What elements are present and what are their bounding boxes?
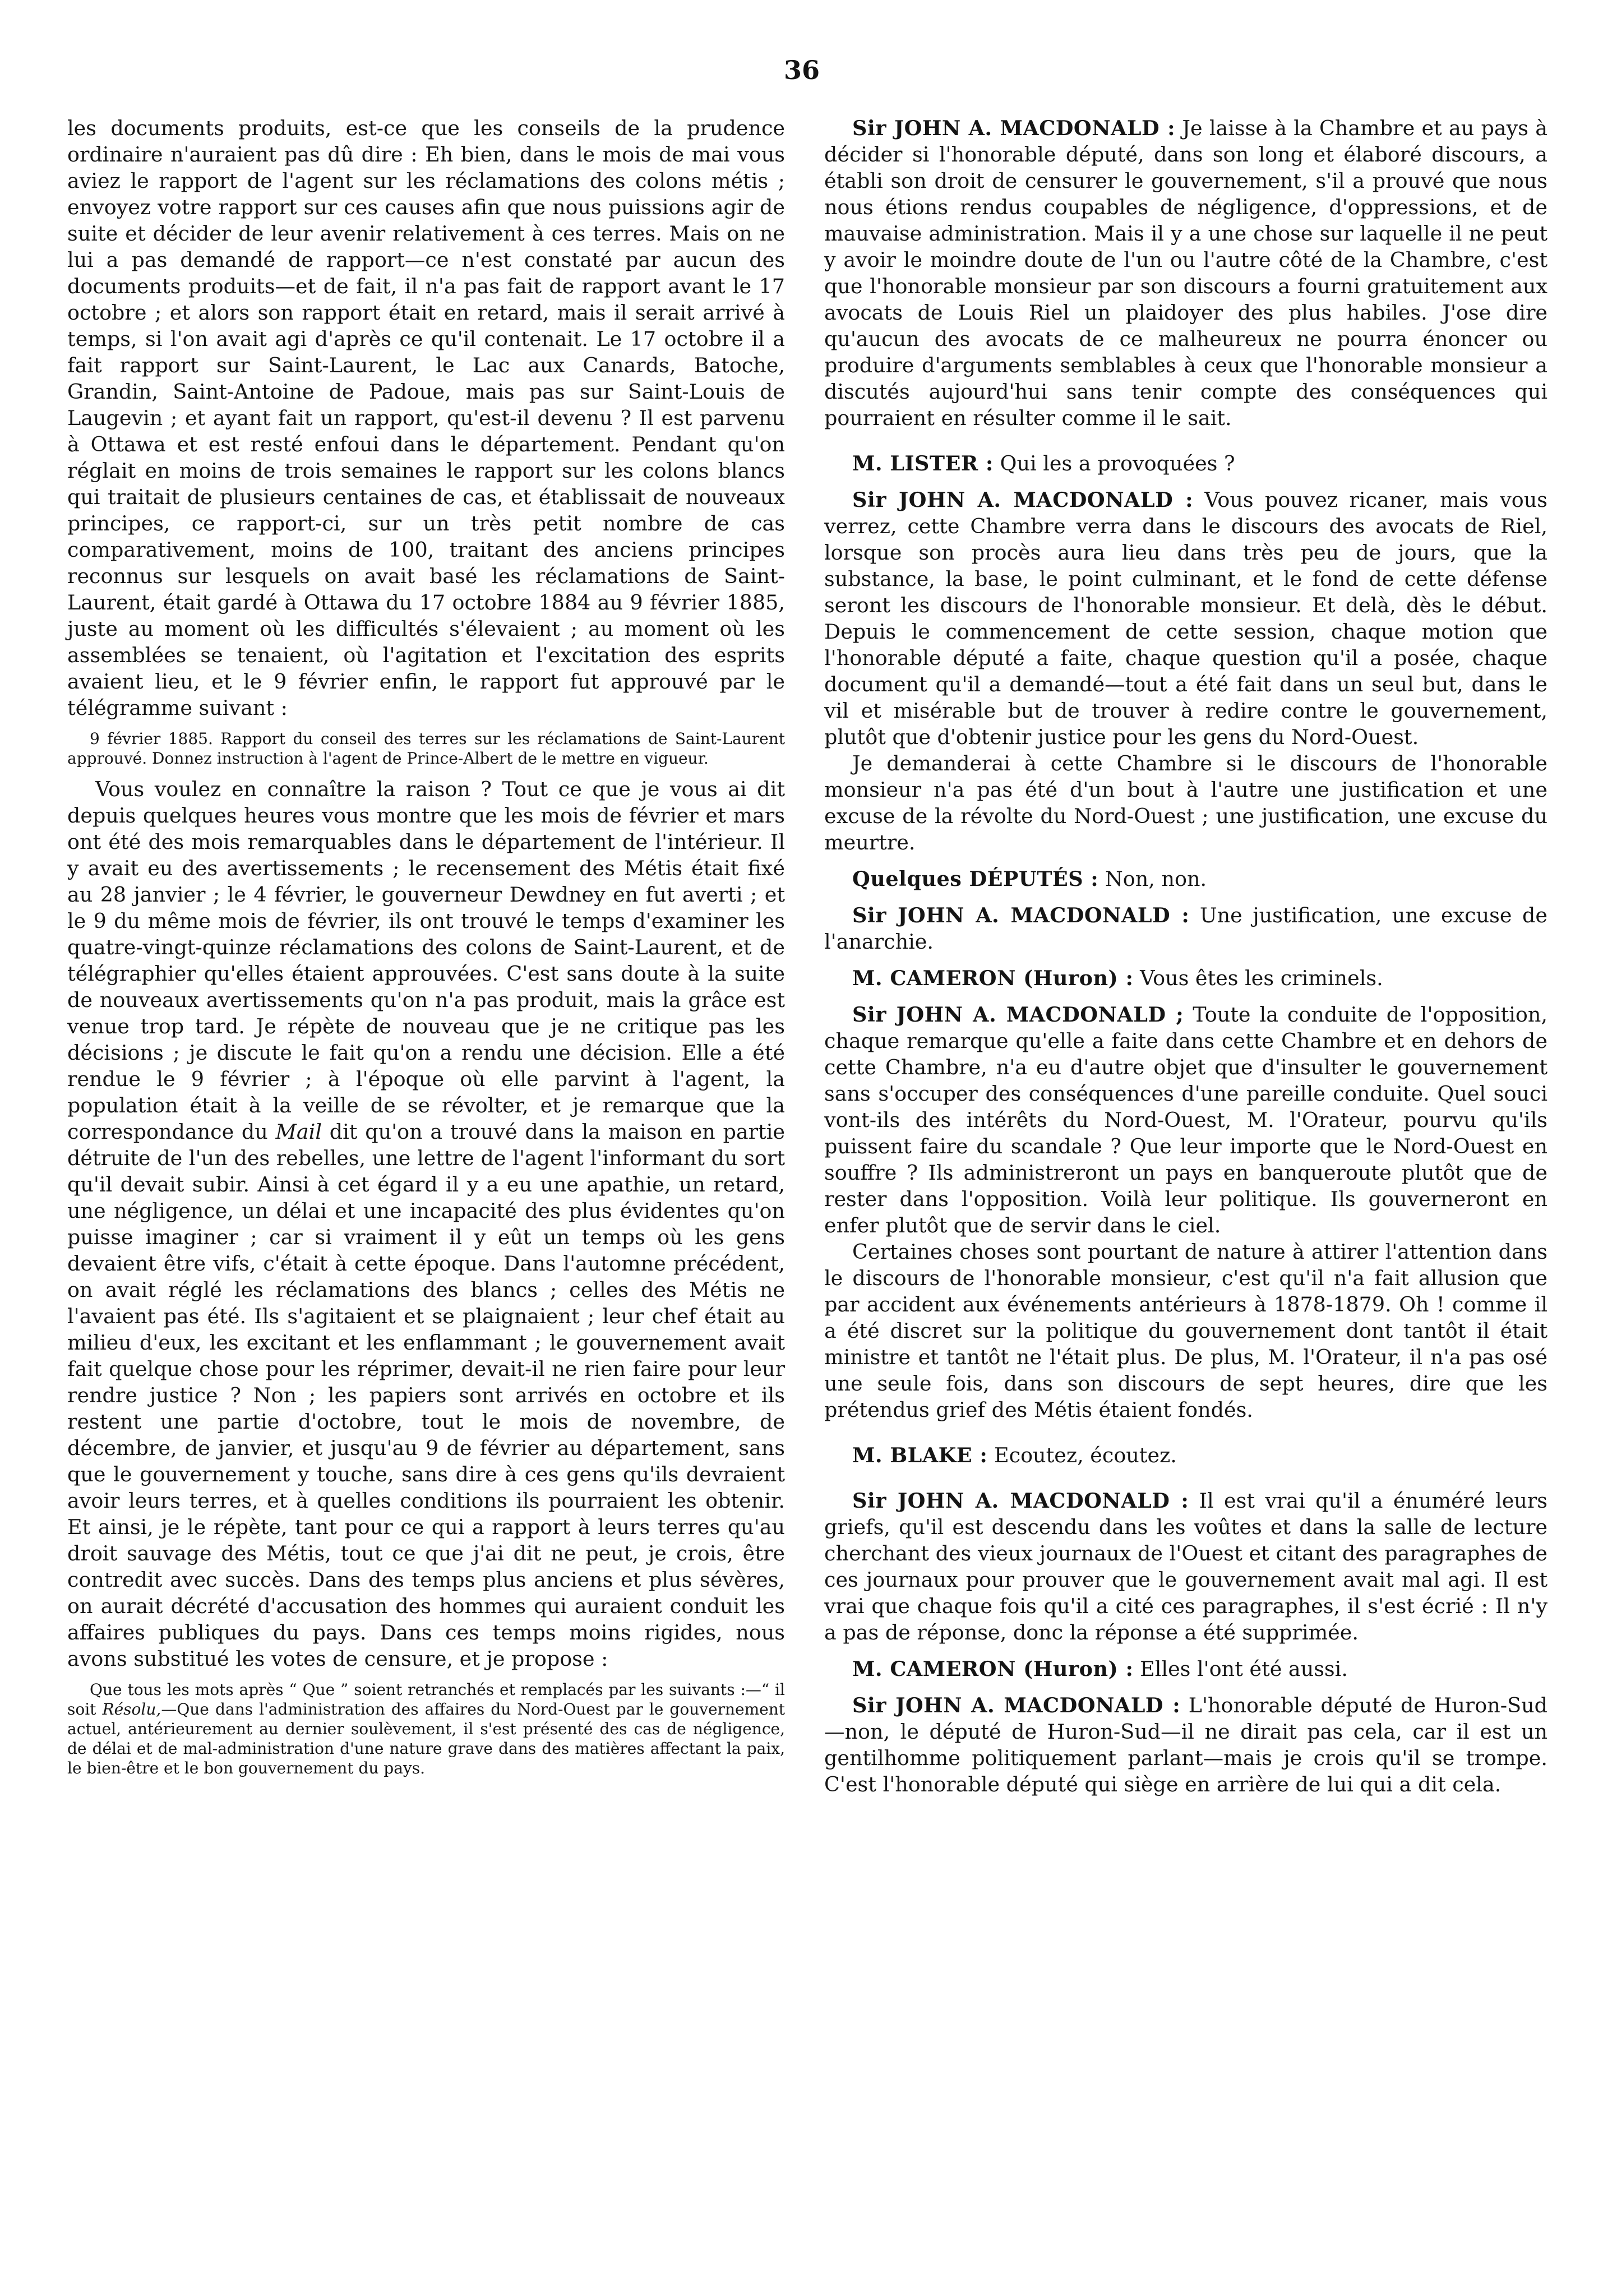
speech-3b: Je demanderai à cette Chambre si le discours de l'honorable monsieur n'a pas été d'un bout à l'autre une justification et une excuse de la révolte du Nord-Ouest ; une justification, une excuse du meurtre. bbox=[824, 751, 1547, 854]
speech-7 bbox=[824, 1001, 1547, 1239]
speaker-name: Quelques DÉPUTÉS : bbox=[852, 867, 1099, 891]
speech-text: Elles l'ont été aussi. bbox=[1140, 1657, 1348, 1681]
speech-text: Non, non. bbox=[1105, 867, 1207, 891]
mail-newspaper-name: Mail bbox=[275, 1120, 322, 1144]
telegram-quote: 9 février 1885. Rapport du conseil des terres sur les réclamations de Saint-Laurent approuvé. Donnez instruction à l'agent de Prince-Albert de le mettre en vigueur. bbox=[67, 729, 785, 768]
speech-6 bbox=[824, 965, 1547, 991]
speaker-name: Sir JOHN A. MACDONALD : bbox=[852, 1489, 1189, 1513]
speech-7b: Certaines choses sont pourtant de nature à attirer l'attention dans le discours de l'honorable monsieur, c'est qu'il n'a fait allusion que par accident aux événements antérieurs à 1878-1879. Oh ! comme il a été discret sur la politique du gouvernement dont tantôt il était ministre et tantôt ne l'était plus. De plus, M. l'Orateur, il n'a pas osé une seule fois, dans son discours de sept heures, dire que les prétendus grief des Métis étaient fondés. bbox=[824, 1240, 1547, 1422]
speaker-name: Sir JOHN A. MACDONALD : bbox=[852, 1693, 1181, 1717]
speaker-name: Sir JOHN A. MACDONALD : bbox=[852, 116, 1176, 140]
speech-text: Je laisse à la Chambre et au pays à décider si l'honorable député, dans son long et élaboré discours, a établi son droit de censurer le gouvernement, s'il a prouvé que nous nous étions rendus coupables de négligence, d'oppressions, et de mauvaise administration. Mais il y a une chose sur laquelle il ne peut y avoir le moindre doute de l'un ou l'autre côté de la Chambre, c'est que l'honorable monsieur par son discours a fourni gratuitement aux avocats de Louis Riel un plaidoyer des plus habiles. J'ose dire qu'aucun des avocats de ce malheureux ne pourra énoncer ou produire d'arguments semblables à ceux que l'honorable monsieur a discutés aujourd'hui sans tenir compte des conséquences qui pourraient en résulter comme il le sait. bbox=[824, 116, 1548, 430]
speech-text: Ecoutez, écoutez. bbox=[994, 1443, 1177, 1467]
motion-body: —Que dans l'administration des affaires du Nord-Ouest par le gouvernement actuel, antérieurement au dernier soulèvement, il s'est présenté des cas de négligence, de délai et de mal-administration d'une nature grave dans des matières affectant la paix, le bien-être et le bon gouvernement du pays. bbox=[67, 1700, 785, 1777]
speech-text: Vous pouvez ricaner, mais vous verrez, cette Chambre verra dans le discours des avocats de Riel, lorsque son procès aura lieu dans très peu de jours, que la substance, la base, le point culminant, et le fond de cette défense seront les discours de l'honorable monsieur. Et delà, dès le début. Depuis le commencement de cette session, chaque motion que l'honorable député a faite, chaque question qu'il a posée, chaque document qu'il a demandé—tout a été fait dans un seul but, dans le vil et misérable but de trouver à redire contre le gouvernement, plutôt que d'obtenir justice pour les gens du Nord-Ouest. bbox=[824, 488, 1548, 749]
speech-8 bbox=[824, 1442, 1547, 1468]
speaker-name: M. LISTER : bbox=[852, 451, 994, 475]
left-paragraph-2-cont: dit qu'on a trouvé dans la maison en partie détruite de l'un des rebelles, une lettre de l'agent l'informant du sort qu'il devait subir. Ainsi à cet égard il y a eu une apathie, un retard, une négligence, un délai et une incapacité des plus évidentes qu'on puisse imaginer ; car si vraiment il y eût un temps où les gens devaient être vifs, c'était à cette époque. Dans l'automne précédent, on avait réglé les réclamations des blancs ; celles des Métis ne l'avaient pas été. Ils s'agitaient et se plaignaient ; leur chef était au milieu d'eux, les excitant et les enflammant ; le gouvernement avait fait quelque chose pour les réprimer, devait-il ne rien faire pour leur rendre justice ? Non ; les papiers sont arrivés en octobre et ils restent une partie d'octobre, tout le mois de novembre, de décembre, de janvier, et jusqu'au 9 de février au département, sans que le gouvernement y touche, sans dire à ces gens qu'ils devraient avoir leurs terres, et à quelles conditions ils pourraient les obtenir. Et ainsi, je le répète, tant pour ce qui a rapport à leurs terres qu'au droit sauvage des Métis, tout ce que j'ai dit ne peut, je crois, être contredit avec succès. Dans des temps plus anciens et plus sévères, on aurait décrété d'accusation des hommes qui auraient conduit les affaires publiques du pays. Dans ces temps moins rigides, nous avons substitué les votes de censure, et je propose : bbox=[67, 1120, 785, 1671]
speaker-name: M. CAMERON (Huron) : bbox=[852, 966, 1134, 990]
speaker-name: M. CAMERON (Huron) : bbox=[852, 1657, 1134, 1681]
speech-1 bbox=[824, 115, 1547, 431]
speech-9 bbox=[824, 1487, 1547, 1646]
page-number: 36 bbox=[783, 55, 820, 85]
right-column bbox=[824, 115, 1547, 1798]
speaker-name: Sir JOHN A. MACDONALD : bbox=[852, 488, 1194, 512]
speaker-name: Sir JOHN A. MACDONALD ; bbox=[852, 1003, 1184, 1027]
speaker-name: Sir JOHN A. MACDONALD : bbox=[852, 903, 1190, 927]
left-paragraph-2-text: Vous voulez en connaître la raison ? Tout ce que je vous ai dit depuis quelques heures vous montre que les mois de février et mars ont été des mois remarquables dans le département de l'intérieur. Il y avait eu des avertissements ; le recensement des Métis était fixé au 28 janvier ; le 4 février, le gouverneur Dewdney en fut averti ; et le 9 du même mois de février, ils ont trouvé le temps d'examiner les quatre-vingt-quinze réclamations des colons de Saint-Laurent, et de télégraphier qu'elles étaient approuvées. C'est sans doute à la suite de nouveaux avertissements qu'on n'a pas produit, mais la grâce est venue trop tard. Je répète de nouveau que je ne critique pas les décisions ; je discute le fait qu'on a rendu une décision. Elle a été rendue le 9 février ; à l'époque où elle parvint à l'agent, la population était à la veille de se révolter, et je remarque que la correspondance du bbox=[67, 777, 785, 1144]
speech-text: Il est vrai qu'il a énuméré leurs griefs, qu'il est descendu dans les voûtes et dans la salle de lecture cherchant des vieux journaux de l'Ouest et citant des paragraphes de ces journaux pour prouver que le gouvernement avait mal agi. Il est vrai que chaque fois qu'il a cité ces paragraphes, il s'est écrié : Il n'y a pas de réponse, donc la réponse a été supprimée. bbox=[824, 1489, 1547, 1644]
speech-4 bbox=[824, 866, 1547, 892]
speech-3 bbox=[824, 487, 1547, 750]
motion-intro: Que tous les mots après “ Que ” soient retranchés et remplacés par les suivants :—“ il soit bbox=[67, 1680, 785, 1718]
speaker-name: M. BLAKE : bbox=[852, 1443, 988, 1467]
left-column bbox=[67, 115, 785, 1786]
speech-5 bbox=[824, 902, 1547, 955]
left-paragraph-1: les documents produits, est-ce que les conseils de la prudence ordinaire n'auraient pas dû dire : Eh bien, dans le mois de mai vous aviez le rapport de l'agent sur les réclamations des colons métis ; envoyez votre rapport sur ces causes afin que nous puissions agir de suite et décider de leur avenir relativement à ces terres. Mais on ne lui a pas demandé de rapport—ce n'est constaté par aucun des documents produits—et de fait, il n'a pas fait de rapport avant le 17 octobre ; et alors son rapport était en retard, mais il serait arrivé à temps, si l'on avait agi d'après ce qu'il contenait. Le 17 octobre il a fait rapport sur Saint-Laurent, le Lac aux Canards, Batoche, Grandin, Saint-Antoine de Padoue, mais pas sur Saint-Louis de Laugevin ; et ayant fait un rapport, qu'est-il devenu ? Il est parvenu à Ottawa et est resté enfoui dans le département. Pendant qu'on réglait en moins de trois semaines le rapport sur les colons blancs qui traitait de plusieurs centaines de cas, et établissait de nouveaux principes, ce rapport-ci, sur un très petit nombre de cas comparativement, moins de 100, traitant des anciens principes reconnus sur lesquels on avait basé les réclamations de Saint-Laurent, était gardé à Ottawa du 17 octobre 1884 au 9 février 1885, juste au moment où les difficultés s'élevaient ; au moment où les assemblées se tenaient, où l'agitation et l'excitation des esprits avaient lieu, et le 9 février enfin, le rapport fut approuvé par le télégramme suivant : bbox=[67, 116, 785, 720]
motion-resolu: Résolu, bbox=[102, 1700, 161, 1718]
speech-11 bbox=[824, 1692, 1547, 1798]
left-paragraph-2 bbox=[67, 776, 785, 1672]
speech-10 bbox=[824, 1656, 1547, 1682]
speech-text: Vous êtes les criminels. bbox=[1140, 966, 1383, 990]
speech-text: Toute la conduite de l'opposition, chaque remarque qu'elle a faite dans cette Chambre et en dehors de cette Chambre, n'a eu d'autre objet que d'insulter le gouvernement sans s'occuper des conséquences d'une pareille conduite. Quel souci vont-ils des intérêts du Nord-Ouest, M. l'Orateur, pourvu qu'ils puissent faire du scandale ? Que leur importe que le Nord-Ouest en souffre ? Ils administreront un pays en banqueroute plutôt que de rester dans l'opposition. Voilà leur politique. Ils gouverneront en enfer plutôt que de servir dans le ciel. bbox=[824, 1003, 1547, 1237]
speech-text: Qui les a provoquées ? bbox=[1000, 451, 1235, 475]
speech-text: L'honorable député de Huron-Sud—non, le député de Huron-Sud—il ne dirait pas cela, car il est un gentilhomme politiquement parlant—mais je crois qu'il se trompe. C'est l'honorable député qui siège en arrière de lui qui a dit cela. bbox=[824, 1693, 1547, 1796]
speech-text: Une justification, une excuse de l'anarchie. bbox=[824, 903, 1548, 954]
motion-quote bbox=[67, 1680, 785, 1778]
speech-2 bbox=[824, 450, 1547, 477]
